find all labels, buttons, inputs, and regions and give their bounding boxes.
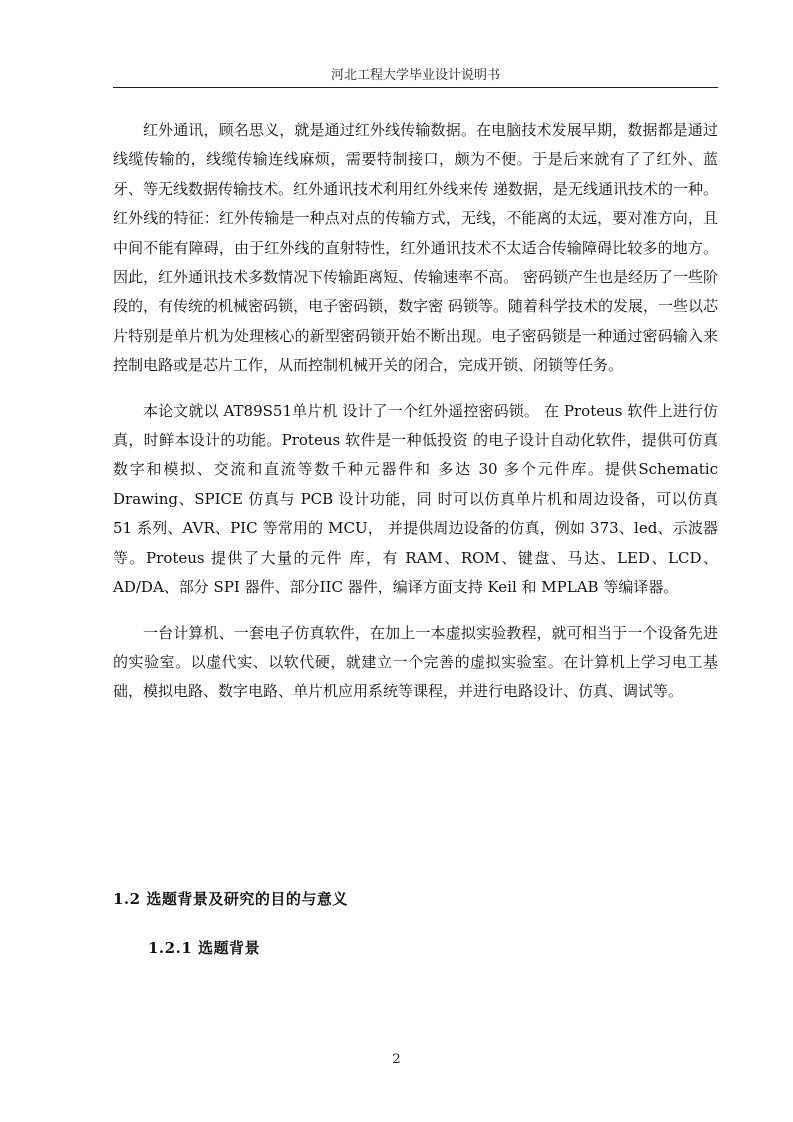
paragraph-infrared-intro: 红外通讯，顾名思义，就是通过红外线传输数据。在电脑技术发展早期，数据都是通过线缆传输的，线缆传输连线麻烦，需要特制接口，颇为不便。于是后来就有了了红外、蓝牙、等无线数据传输技术。红外通讯技术利用红外线来传 递数据，是无线通讯技术的一种。红外线的特征：红外传输是一种点对点的传输方式，无线，不能离的太远，要对准方向，且中间不能有障碍，由于红外线的直射特性，红外通讯技术不太适合传输障碍比较多的地方。因此，红外通讯技术多数情况下传输距离短、传输速率不高。 密码锁产生也是经历了一些阶段的，有传统的机械密码锁，电子密码锁，数字密 码锁等。随着科学技术的发展，一些以芯片特别是单片机为处理核心的新型密码锁开始不断出现。电子密码锁是一种通过密码输入来控制电路或是芯片工作，从而控制机械开关的闭合，完成开锁、闭锁等任务。 bbox=[113, 121, 718, 375]
section-heading: 1.2 选题背景及研究的目的与意义 bbox=[113, 890, 348, 908]
subsection-heading: 1.2.1 选题背景 bbox=[148, 939, 260, 957]
page-number: 2 bbox=[392, 1052, 401, 1067]
paragraph-virtual-lab: 一台计算机、一套电子仿真软件，在加上一本虚拟实验教程，就可相当于一个设备先进的实验室。以虚代实、以软代硬，就建立一个完善的虚拟实验室。在计算机上学习电工基础，模拟电路、数字电路、单片机应用系统等课程，并进行电路设计、仿真、调试等。 bbox=[113, 623, 718, 701]
document-body bbox=[113, 116, 718, 723]
paragraph-proteus: 本论文就以 AT89S51单片机 设计了一个红外遥控密码锁。 在 Proteus 软件上进行仿真，时鲜本设计的功能。Proteus 软件是一种低投资 的电子设计自动化软件，提供可仿真数字和模拟、交流和直流等数千种元器件和 多达 30 多个元件库。提供Schematic Drawing、SPICE 仿真与 PCB 设计功能，同 时可以仿真单片机和周边设备，可以仿真 51 系列、AVR、PIC 等常用的 MCU， 并提供周边设备的仿真，例如 373、led、示波器等。Proteus 提供了大量的元件 库，有 RAM、ROM、键盘、马达、LED、LCD、AD/DA、部分 SPI 器件、部分IIC 器件，编译方面支持 Keil 和 MPLAB 等编译器。 bbox=[113, 401, 718, 597]
header-rule bbox=[113, 87, 718, 88]
page-header: 河北工程大学毕业设计说明书 bbox=[330, 68, 500, 83]
